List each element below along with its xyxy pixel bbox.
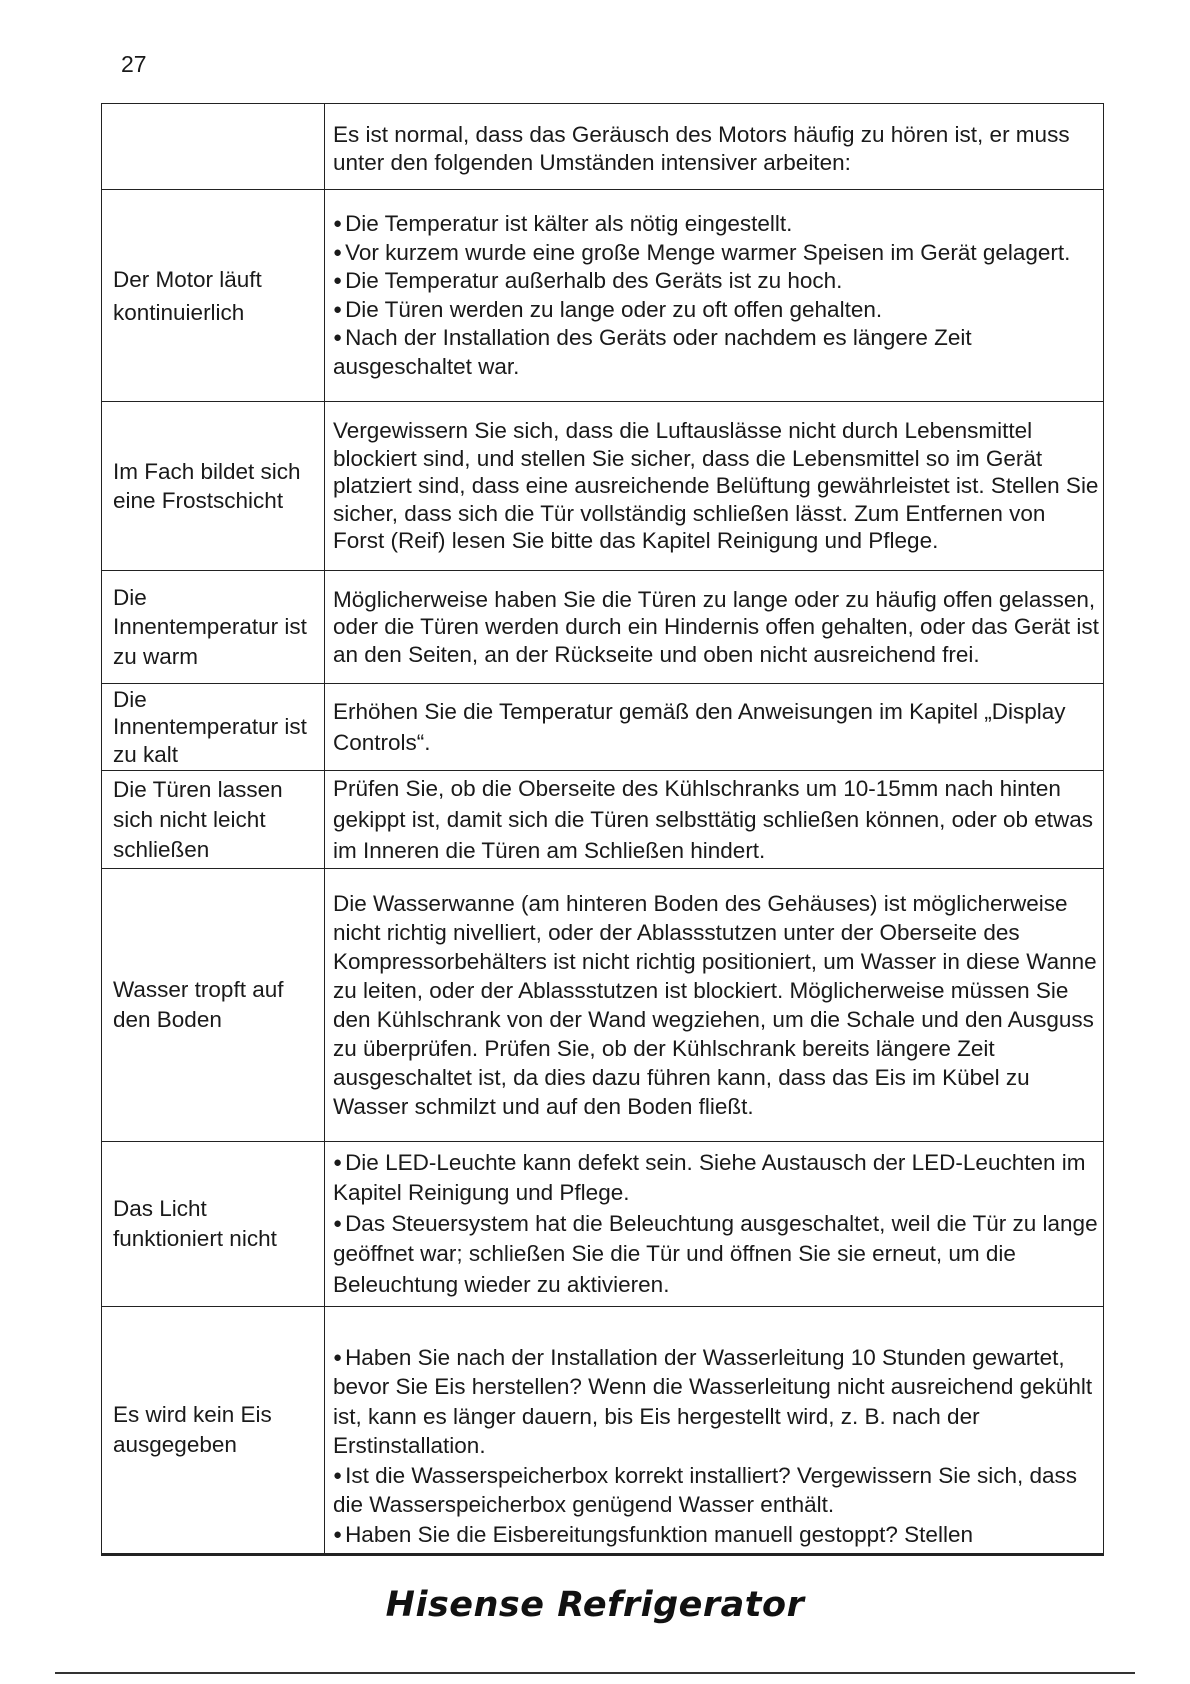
remedy-cell: Prüfen Sie, ob die Oberseite des Kühlschranks um 10-15mm nach hinten gekippt ist, damit sich die Türen selbsttätig schließen können, oder ob etwas im Inneren die Türen am Schließen hindert. [325,771,1104,869]
bullet-icon: ● [333,329,343,346]
bullet-icon: ● [333,300,343,318]
bullet-icon: ● [333,215,343,232]
table-row [102,190,1104,402]
symptom-cell [102,190,325,402]
remedy-cell: Es ist normal, dass das Geräusch des Motors häufig zu hören ist, er muss unter den folgenden Umständen intensiver arbeiten: [325,104,1104,190]
remedy-cell [325,1307,1104,1555]
list-item: ● Das Steuersystem hat die Beleuchtung ausgeschaltet, weil die Tür zu lange geöffnet war; schließen Sie die Tür und öffnen Sie sie erneut, um die Beleuchtung wieder zu aktivieren. [333,1210,1098,1297]
table-row [102,771,1104,869]
bullet-list [333,1343,1099,1550]
troubleshooting-table [101,103,1104,1556]
bullet-list [333,1148,1099,1301]
list-item: ● Die Türen werden zu lange oder zu oft offen gehalten. [333,296,1099,325]
symptom-cell: Im Fach bildet sich eine Frostschicht [102,402,325,571]
list-item: ● Vor kurzem wurde eine große Menge warmer Speisen im Gerät gelagert. [333,239,1099,268]
bullet-icon: ● [333,1153,343,1171]
bullet-icon: ● [333,272,343,289]
list-item: ● Nach der Installation des Geräts oder nachdem es längere Zeit ausgeschaltet war. [333,325,972,379]
remedy-cell: Möglicherweise haben Sie die Türen zu lange oder zu häufig offen gelassen, oder die Türen werden durch ein Hindernis offen gehalten, oder das Gerät ist an den Seiten, an der Rückseite und oben nicht ausreichend frei. [325,571,1104,684]
bullet-icon: ● [333,243,343,261]
symptom-label: Der Motor läuft kontinuierlich [113,266,262,325]
table-row [102,571,1104,684]
remedy-cell: Die Wasserwanne (am hinteren Boden des Gehäuses) ist möglicherweise nicht richtig nivelliert, oder der Ablassstutzen unter der Oberseite des Kompressorbehälters ist nicht richtig positioniert, um Wasser in diese Wanne zu leiten, oder der Ablassstutzen ist blockiert. Möglicherweise müssen Sie den Kühlschrank von der Wand wegziehen, um die Schale und den Ausguss zu überprüfen. Prüfen Sie, ob der Kühlschrank bereits längere Zeit ausgeschaltet ist, da dies dazu führen kann, dass das Eis im Kübel zu Wasser schmilzt und auf den Boden fließt. [325,869,1104,1142]
list-item: ● Haben Sie nach der Installation der Wasserleitung 10 Stunden gewartet, bevor Sie Eis herstellen? Wenn die Wasserleitung nicht ausreichend gekühlt ist, kann es länger dauern, bis Eis hergestellt wird, z. B. nach der Erstinstallation. [333,1344,1093,1458]
list-item: ● Die LED-Leuchte kann defekt sein. Siehe Austausch der LED-Leuchten im Kapitel Reinigung und Pflege. [333,1149,1086,1206]
table-row [102,104,1104,190]
symptom-cell: Die Innentemperatur ist zu warm [102,571,325,684]
remedy-cell: Vergewissern Sie sich, dass die Luftauslässe nicht durch Lebensmittel blockiert sind, und stellen Sie sicher, dass die Lebensmittel so im Gerät platziert sind, dass eine ausreichende Belüftung gewährleistet ist. Stellen Sie sicher, dass sich die Tür vollständig schließen lässt. Zum Entfernen von Forst (Reif) lesen Sie bitte das Kapitel Reinigung und Pflege. [325,402,1104,571]
page-number: 27 [121,51,147,77]
bullet-icon: ● [333,1466,343,1484]
remedy-cell: Erhöhen Sie die Temperatur gemäß den Anweisungen im Kapitel „Display Controls“. [325,684,1104,771]
bullet-icon: ● [333,1348,343,1366]
table-row [102,869,1104,1142]
remedy-cell [325,190,1104,402]
symptom-cell: Wasser tropft auf den Boden [102,869,325,1142]
bullet-list [333,210,1099,381]
symptom-cell: Die Türen lassen sich nicht leicht schließen [102,771,325,869]
table-row [102,684,1104,771]
table-row [102,1307,1104,1555]
brand-footer: Hisense Refrigerator [385,1585,805,1625]
table-row [102,1142,1104,1307]
symptom-cell: Es wird kein Eis ausgegeben [102,1307,325,1555]
remedy-cell [325,1142,1104,1307]
bullet-icon: ● [333,1214,343,1232]
symptom-cell [102,104,325,190]
list-item: ● Ist die Wasserspeicherbox korrekt installiert? Vergewissern Sie sich, dass die Wasserspeicherbox genügend Wasser enthält. [333,1462,1078,1517]
list-item: ● Die Temperatur außerhalb des Geräts ist zu hoch. [333,267,1099,296]
symptom-cell: Das Licht funktioniert nicht [102,1142,325,1307]
list-item: ● Die Temperatur ist kälter als nötig eingestellt. [333,210,1099,239]
symptom-cell: Die Innentemperatur ist zu kalt [102,684,325,771]
bullet-icon: ● [333,1525,343,1543]
list-item: ● Haben Sie die Eisbereitungsfunktion manuell gestoppt? Stellen [333,1520,1099,1550]
table-row [102,402,1104,571]
footer-divider [55,1672,1135,1674]
